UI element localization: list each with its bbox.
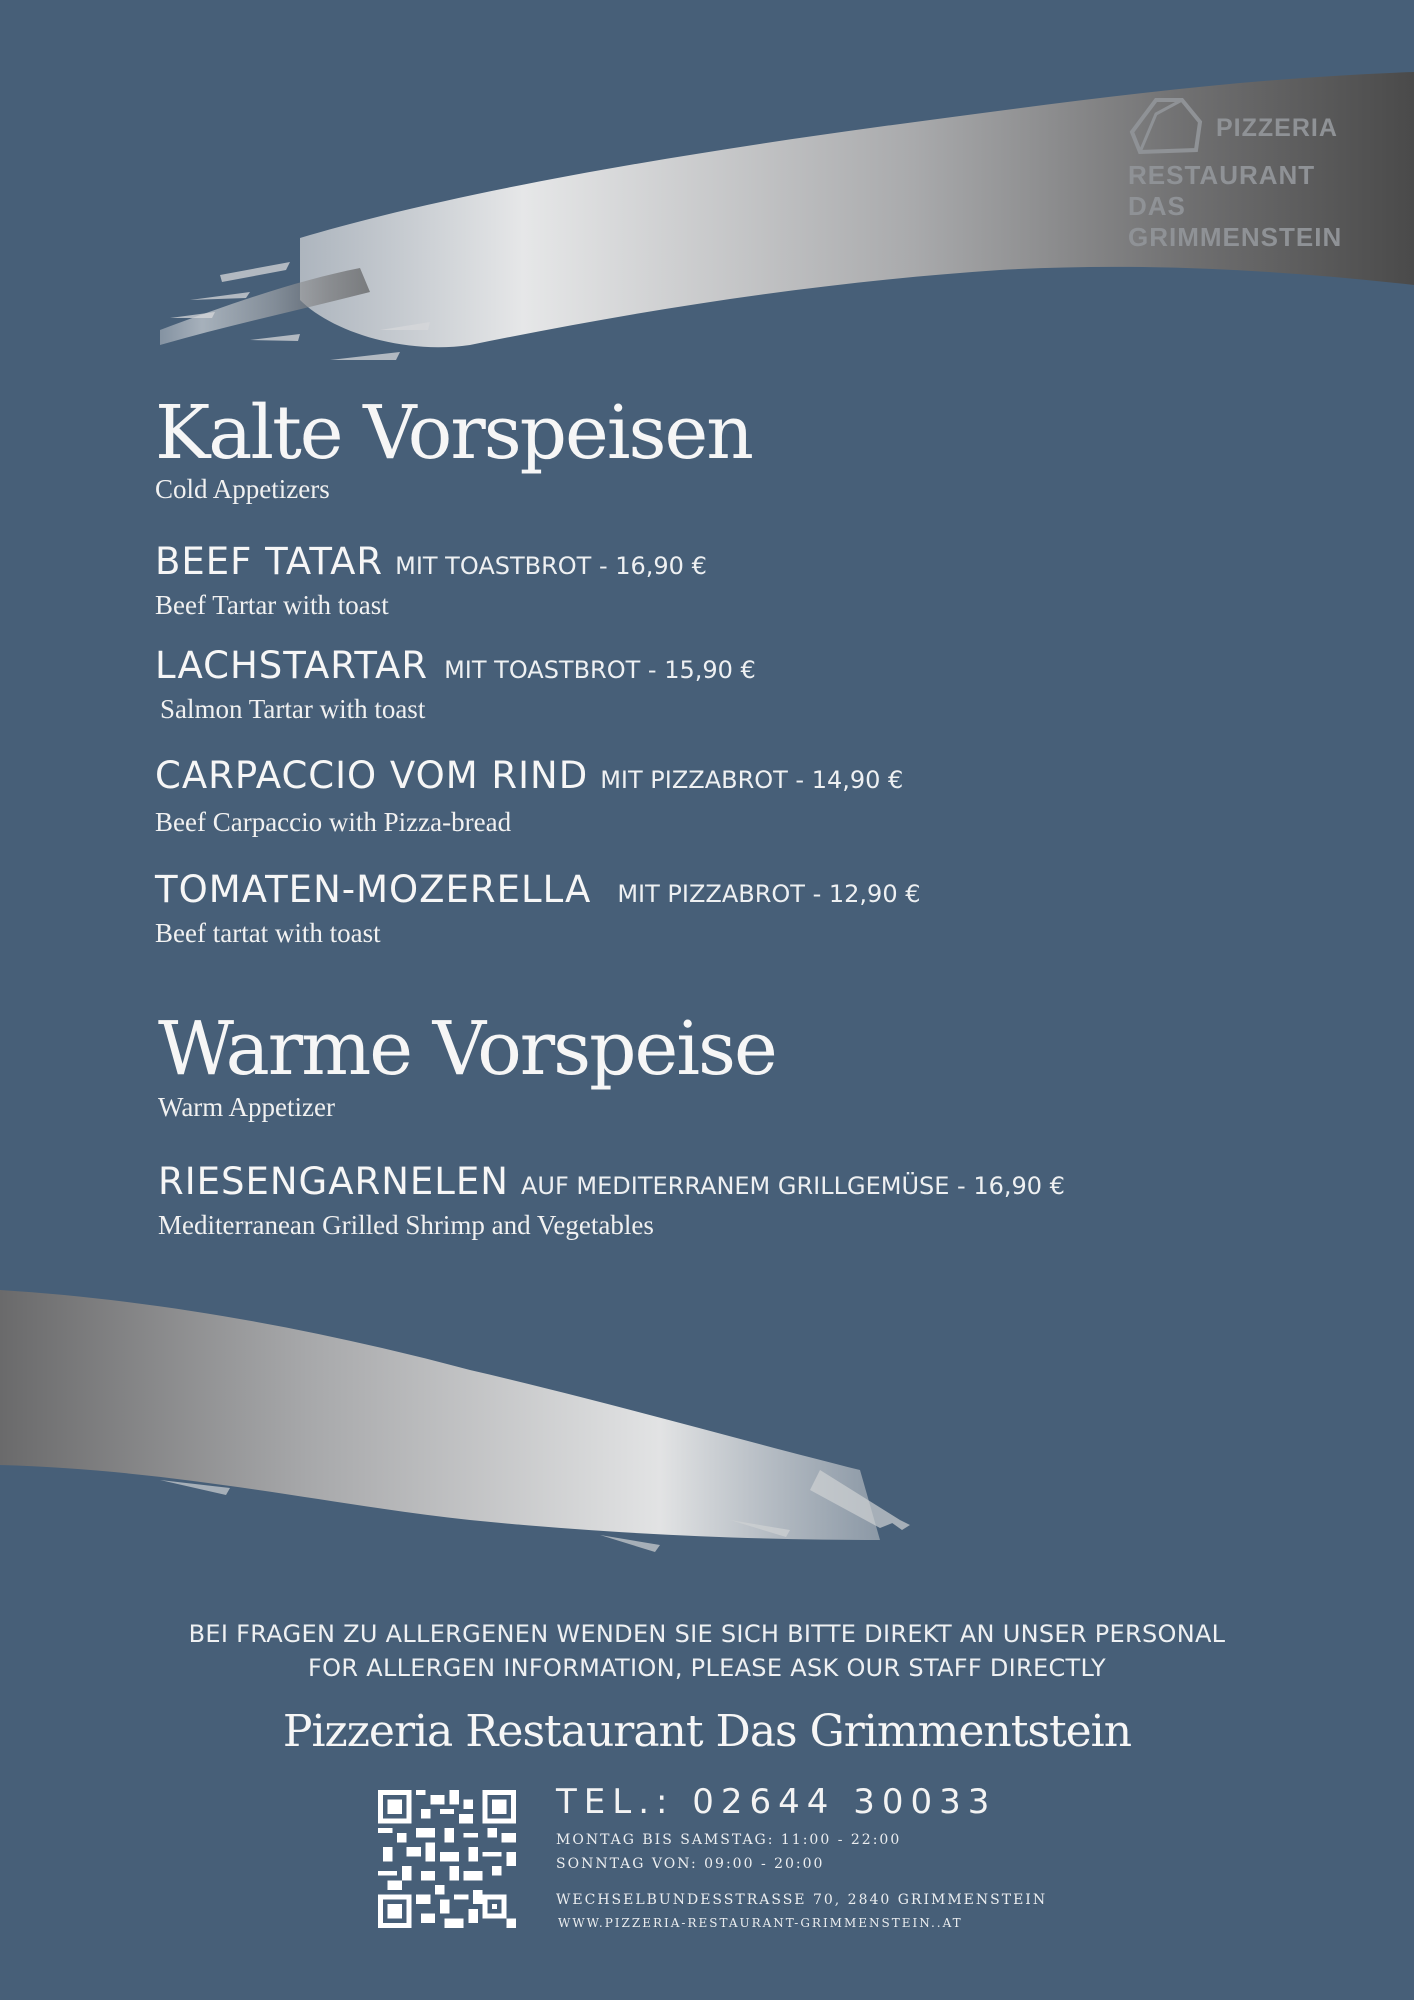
section-subtitle-cold: Cold Appetizers xyxy=(155,474,330,504)
item-detail: MIT TOASTBROT - 16,90 € xyxy=(395,552,707,580)
item-detail: MIT PIZZABROT - 12,90 € xyxy=(617,880,921,908)
menu-item-tomaten-mozerella xyxy=(155,868,920,911)
bottom-brush-stroke xyxy=(0,1290,910,1552)
section-title-warm: Warme Vorspeise xyxy=(158,1006,776,1092)
item-name: TOMATEN-MOZERELLA xyxy=(155,868,592,911)
address: WECHSELBUNDESSTRASSE 70, 2840 GRIMMENSTEIN xyxy=(556,1892,1048,1908)
item-name: CARPACCIO VOM RIND xyxy=(155,754,589,797)
section-subtitle-warm: Warm Appetizer xyxy=(158,1092,336,1122)
qr-code-icon xyxy=(378,1790,516,1928)
item-english: Beef tartat with toast xyxy=(155,918,381,948)
menu-item-lachstartar xyxy=(155,644,756,687)
item-name: BEEF TATAR xyxy=(155,540,384,583)
allergen-note-english: FOR ALLERGEN INFORMATION, PLEASE ASK OUR STAFF DIRECTLY xyxy=(308,1654,1106,1682)
website-link[interactable]: WWW.PIZZERIA-RESTAURANT-GRIMMENSTEIN..AT xyxy=(558,1916,963,1930)
item-detail: MIT TOASTBROT - 15,90 € xyxy=(444,656,756,684)
item-english: Salmon Tartar with toast xyxy=(160,694,426,724)
item-english: Mediterranean Grilled Shrimp and Vegetables xyxy=(158,1210,654,1240)
item-detail: AUF MEDITERRANEM GRILLGEMÜSE - 16,90 € xyxy=(520,1172,1065,1200)
item-english: Beef Tartar with toast xyxy=(155,590,389,620)
menu-item-riesengarnelen xyxy=(158,1160,1065,1203)
hours-sunday: SONNTAG VON: 09:00 - 20:00 xyxy=(556,1856,825,1872)
restaurant-name: Pizzeria Restaurant Das Grimmentstein xyxy=(282,1706,1132,1757)
hours-weekday: MONTAG BIS SAMSTAG: 11:00 - 22:00 xyxy=(556,1832,902,1848)
telephone-number[interactable]: TEL.: 02644 30033 xyxy=(556,1782,997,1822)
logo-restaurant-name xyxy=(1128,160,1342,253)
allergen-note-german: BEI FRAGEN ZU ALLERGENEN WENDEN SIE SICH BITTE DIREKT AN UNSER PERSONAL xyxy=(188,1620,1226,1648)
logo-line-das: DAS xyxy=(1128,191,1186,221)
menu-item-carpaccio xyxy=(155,754,903,797)
item-name: RIESENGARNELEN xyxy=(158,1160,509,1203)
item-name: LACHSTARTAR xyxy=(155,644,429,687)
item-detail: MIT PIZZABROT - 14,90 € xyxy=(600,766,904,794)
menu-item-beef-tatar xyxy=(155,540,707,583)
logo-line-grimmenstein: GRIMMENSTEIN xyxy=(1128,222,1343,252)
section-title-cold: Kalte Vorspeisen xyxy=(155,390,752,476)
logo-line-restaurant: RESTAURANT xyxy=(1128,160,1316,190)
item-english: Beef Carpaccio with Pizza-bread xyxy=(155,807,512,837)
logo-pizzeria: PIZZERIA xyxy=(1216,114,1338,142)
